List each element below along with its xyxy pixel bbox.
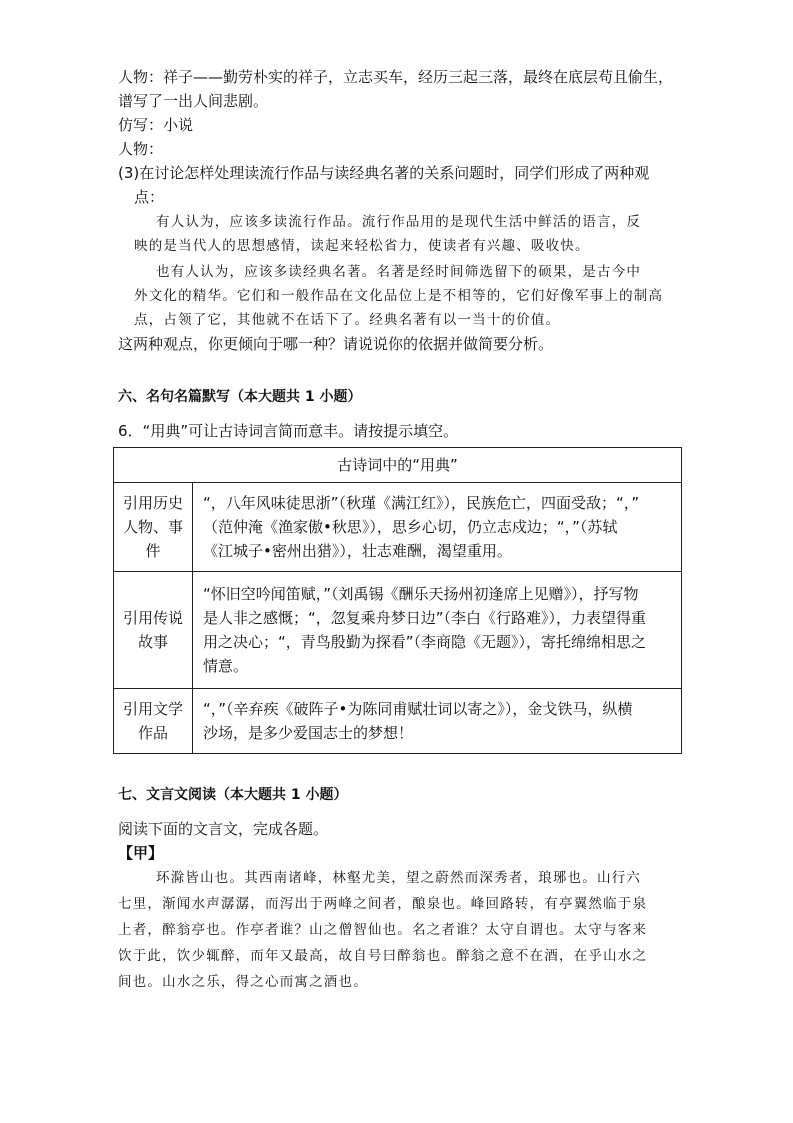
passage-line-5: 间也。山水之乐，得之心而寓之酒也。 — [118, 974, 368, 990]
category-text: 引用历史 — [122, 494, 183, 512]
q3-prompt-line-1: (3)在讨论怎样处理读流行作品与读经典名著的关系问题时，同学们形成了两种观 — [118, 164, 650, 182]
category-text: 人物、事 — [122, 518, 183, 536]
content-text: “，”（辛弃疾《破阵子•为陈同甫赋壮词以寄之》），金戈铁马，纵横 — [203, 700, 633, 718]
quote2-line-2: 外文化的精华。它们和一般作品在文化品位上是不相等的，它们好像军事上的制高 — [134, 288, 664, 304]
category-text: 件 — [145, 542, 161, 560]
q3-question: 这两种观点，你更倾向于哪一种？请说说你的依据并做简要分析。 — [118, 335, 554, 353]
table-category-cell — [114, 572, 193, 689]
section6-question: 6．“用典”可让古诗词言简而意丰。请按提示填空。 — [118, 422, 459, 440]
content-text: 用之决心；“，青鸟殷勤为探看”（李商隐《无题》），寄托绵绵相思之 — [203, 633, 647, 651]
passage-label: 【甲】 — [118, 844, 164, 862]
section7-heading: 七、文言文阅读（本大题共 1 小题） — [118, 787, 348, 803]
table-row — [114, 572, 682, 689]
category-text: 作品 — [137, 724, 168, 742]
passage-line-1: 环滁皆山也。其西南诸峰，林壑尤美，望之蔚然而深秀者，琅琊也。山行六 — [156, 870, 642, 886]
content-text: “，八年风味徒思浙”（秋瑾《满江红》），民族危亡，四面受敌；“，” — [203, 494, 640, 512]
table-content-cell — [193, 572, 682, 689]
passage-line-4: 饮于此，饮少辄醉，而年又最高，故自号曰醉翁也。醉翁之意不在酒，在乎山水之 — [118, 948, 648, 964]
section7-instruction: 阅读下面的文言文，完成各题。 — [118, 820, 329, 838]
category-text: 引用传说 — [122, 609, 183, 627]
intro-line-1: 人物：祥子——勤劳朴实的祥子，立志买车，经历三起三落，最终在底层苟且偷生， — [118, 68, 674, 86]
intro-line-2: 谱写了一出人间悲剧。 — [118, 92, 269, 110]
quote2-line-1: 也有人认为，应该多读经典名著。名著是经时间筛选留下的硕果，是古今中 — [156, 264, 642, 280]
category-text: 引用文学 — [122, 700, 183, 718]
section6-heading: 六、名句名篇默写（本大题共 1 小题） — [118, 389, 362, 405]
quote1-line-2: 映的是当代人的思想感情，读起来轻松省力，使读者有兴趣、吸收快。 — [134, 238, 590, 254]
table-content-cell — [193, 689, 682, 754]
passage-line-3: 上者，醉翁亭也。作亭者谁？山之僧智仙也。名之者谁？太守自谓也。太守与客来 — [118, 922, 648, 938]
table-row — [114, 483, 682, 572]
table-row — [114, 689, 682, 754]
quote2-line-3: 点，占领了它，其他就不在话下了。经典名著有以一当十的价值。 — [134, 312, 561, 328]
content-text: 情意。 — [203, 657, 249, 675]
content-text: （范仲淹《渔家傲•秋思》），思乡心切，仍立志戍边；“，”（苏轼 — [203, 518, 618, 536]
table-title: 古诗词中的“用典” — [114, 448, 682, 483]
allusion-table — [113, 447, 682, 754]
passage-line-2: 七里，渐闻水声潺潺，而泻出于两峰之间者，酿泉也。峰回路转，有亭翼然临于泉 — [118, 896, 648, 912]
content-text: “怀旧空吟闻笛赋，”（刘禹锡《酬乐天扬州初逢席上见赠》），抒写物 — [203, 585, 639, 603]
quote1-line-1: 有人认为，应该多读流行作品。流行作品用的是现代生活中鲜活的语言，反 — [156, 214, 642, 230]
content-text: 是人非之感慨；“，忽复乘舟梦日边”（李白《行路难》），力表望得重 — [203, 609, 647, 627]
table-content-cell — [193, 483, 682, 572]
intro-line-4: 人物： — [118, 140, 164, 158]
intro-line-3: 仿写：小说 — [118, 116, 194, 134]
content-text: 沙场，是多少爱国志士的梦想！ — [203, 724, 414, 742]
table-category-cell — [114, 689, 193, 754]
content-text: 《江城子•密州出猎》），壮志难酬，渴望重用。 — [203, 542, 512, 560]
q3-prompt-line-2: 点： — [134, 188, 165, 206]
category-text: 故事 — [137, 633, 168, 651]
table-category-cell — [114, 483, 193, 572]
